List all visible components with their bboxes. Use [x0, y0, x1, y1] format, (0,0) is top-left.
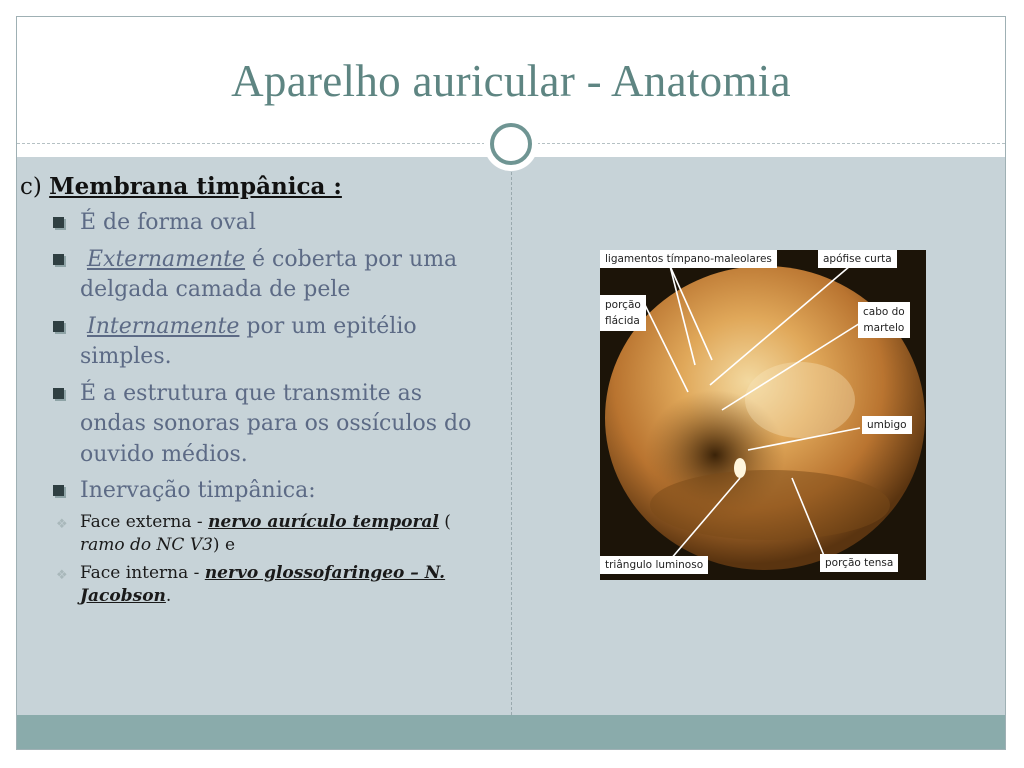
sub-bullet-list	[56, 511, 490, 608]
square-bullet-icon	[53, 217, 64, 228]
label-line: flácida	[605, 315, 640, 327]
list-item	[20, 379, 490, 471]
label-triangulo-luminoso: triângulo luminoso	[600, 556, 708, 574]
sub-text-mid: (	[438, 511, 451, 532]
label-ligamentos: ligamentos tímpano-maleolares	[600, 250, 777, 268]
label-porcao-flacida	[600, 295, 646, 331]
list-item	[20, 245, 490, 306]
label-porcao-tensa: porção tensa	[820, 554, 898, 572]
text-column	[20, 172, 490, 614]
sub-text-post: ) e	[212, 534, 236, 555]
section-heading	[20, 172, 490, 202]
column-divider	[511, 157, 512, 715]
bullet-text: por um epitélio simples.	[80, 313, 417, 369]
sub-text-pre: Face interna -	[80, 562, 205, 583]
list-item	[20, 476, 490, 608]
square-bullet-icon	[53, 485, 64, 496]
label-line: cabo do	[863, 306, 905, 318]
diamond-bullet-icon: ❖	[56, 567, 68, 583]
slide-title: Aparelho auricular - Anatomia	[231, 56, 791, 106]
heading-prefix: c)	[20, 174, 50, 200]
footer-bar	[17, 715, 1005, 749]
label-cabo-martelo	[858, 302, 910, 338]
sub-text-bold: nervo glossofaringeo – N. Jacobson	[80, 562, 446, 606]
bullet-text: Inervação timpânica:	[80, 478, 316, 503]
sub-text-bold: nervo aurículo temporal	[208, 511, 439, 532]
sub-list-item	[48, 562, 490, 608]
list-item	[20, 208, 490, 239]
label-line: martelo	[863, 322, 905, 334]
bullet-list	[20, 208, 490, 608]
heading-bold: Membrana timpânica :	[49, 173, 342, 200]
sub-list-item	[48, 511, 490, 557]
label-line: porção	[605, 299, 641, 311]
square-bullet-icon	[53, 254, 64, 265]
bullet-text: É de forma oval	[80, 210, 256, 235]
sub-text-post: .	[165, 585, 172, 606]
square-bullet-icon	[53, 321, 64, 332]
circle-ring	[490, 123, 532, 165]
tympanic-membrane-figure	[600, 250, 926, 580]
bullet-emphasis: Externamente	[87, 246, 246, 272]
otoscope-image	[600, 250, 926, 580]
list-item	[20, 312, 490, 373]
circle-ornament-icon	[484, 117, 538, 171]
square-bullet-icon	[53, 388, 64, 399]
bullet-text: É a estrutura que transmite as ondas sonoras para os ossículos do ouvido médios.	[80, 380, 472, 467]
sub-text-italic: ramo do NC V3	[80, 534, 213, 555]
label-apofise-curta: apófise curta	[818, 250, 897, 268]
bullet-emphasis: Internamente	[87, 313, 240, 339]
label-umbigo: umbigo	[862, 416, 912, 434]
bullet-text: é coberta por uma delgada camada de pele	[80, 246, 458, 302]
diamond-bullet-icon: ❖	[56, 516, 68, 532]
sub-text-pre: Face externa -	[80, 511, 209, 532]
